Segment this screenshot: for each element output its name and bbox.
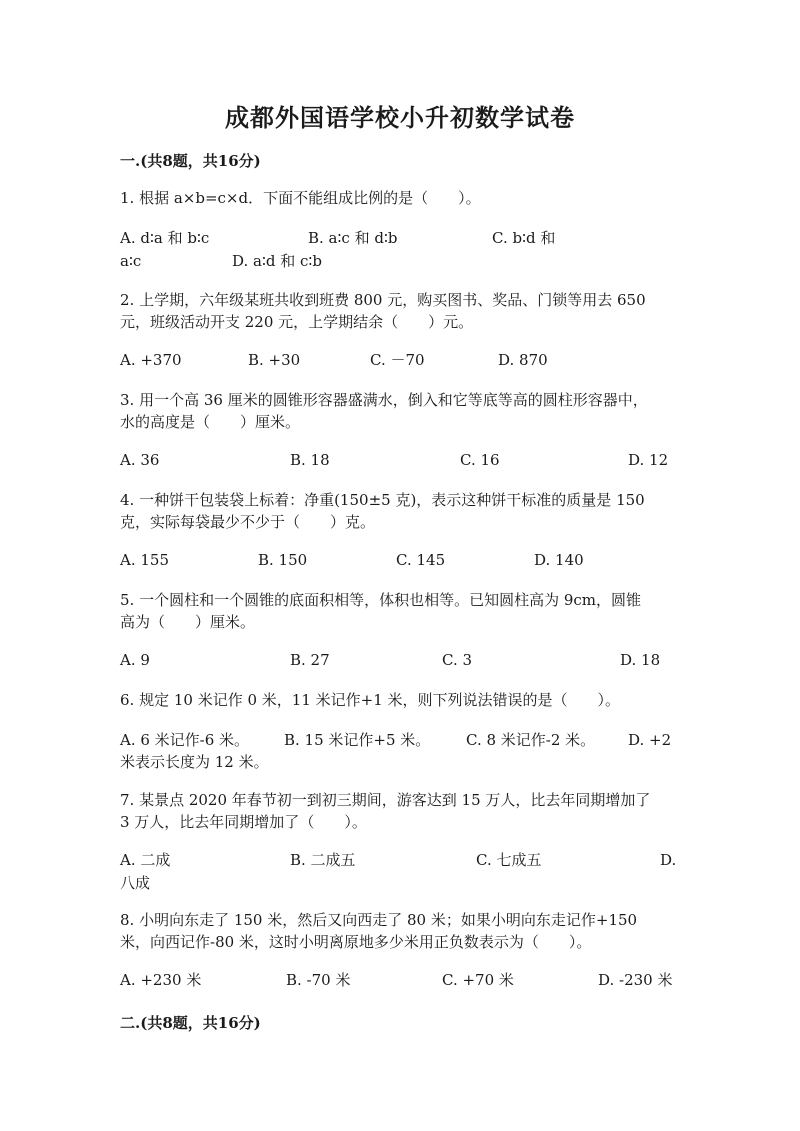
question-3-option-b: B. 18 [290, 451, 330, 469]
question-1-text: 1. 根据 a×b=c×d．下面不能组成比例的是（ ）。 [120, 189, 481, 207]
question-4-text-line2: 克，实际每袋最少不少于（ ）克。 [120, 513, 376, 531]
question-7-text-line2: 3 万人，比去年同期增加了（ ）。 [120, 813, 367, 831]
question-8-option-c: C. +70 米 [442, 971, 514, 989]
question-8-option-d: D. -230 米 [598, 971, 673, 989]
question-4-option-c: C. 145 [396, 551, 446, 569]
question-4-option-a: A. 155 [120, 551, 169, 569]
question-7-option-d: D. [660, 851, 677, 869]
question-7-option-b: B. 二成五 [290, 851, 356, 869]
question-3-text-line1: 3. 用一个高 36 厘米的圆锥形容器盛满水，倒入和它等底等高的圆柱形容器中， [120, 391, 648, 409]
question-1-option-c: C. b∶d 和 [492, 229, 556, 247]
question-7-option-c: C. 七成五 [476, 851, 542, 869]
question-6-option-c: C. 8 米记作-2 米。 [466, 731, 596, 749]
question-8-text-line2: 米，向西记作-80 米，这时小明离原地多少米用正负数表示为（ ）。 [120, 933, 592, 951]
question-5-text-line1: 5. 一个圆柱和一个圆锥的底面积相等，体积也相等。已知圆柱高为 9cm，圆锥 [120, 591, 642, 609]
question-1-option-b: B. a∶c 和 d∶b [308, 229, 398, 247]
page-title: 成都外国语学校小升初数学试卷 [225, 103, 575, 132]
question-7-option-d-cont: 八成 [120, 874, 151, 892]
question-7-option-a: A. 二成 [120, 851, 171, 869]
question-5-option-b: B. 27 [290, 651, 330, 669]
question-5-text-line2: 高为（ ）厘米。 [120, 613, 256, 631]
question-6-text: 6. 规定 10 米记作 0 米，11 米记作+1 米，则下列说法错误的是（ ）。 [120, 691, 621, 709]
question-6-option-d-cont: 米表示长度为 12 米。 [120, 753, 269, 771]
question-1-option-d: D. a∶d 和 c∶b [232, 252, 322, 270]
question-2-option-c: C. －70 [370, 351, 425, 369]
question-2-text-line2: 元，班级活动开支 220 元，上学期结余（ ）元。 [120, 313, 474, 331]
question-4-option-d: D. 140 [534, 551, 584, 569]
question-3-option-a: A. 36 [120, 451, 160, 469]
question-2-option-a: A. +370 [120, 351, 182, 369]
question-8-option-b: B. -70 米 [286, 971, 351, 989]
question-4-text-line1: 4. 一种饼干包装袋上标着：净重(150±5 克)，表示这种饼干标准的质量是 150 [120, 491, 645, 509]
question-6-option-b: B. 15 米记作+5 米。 [284, 731, 431, 749]
question-8-option-a: A. +230 米 [120, 971, 202, 989]
question-1-option-a: A. d∶a 和 b∶c [120, 229, 210, 247]
question-2-option-d: D. 870 [498, 351, 548, 369]
question-2-option-b: B. +30 [248, 351, 301, 369]
question-3-option-c: C. 16 [460, 451, 500, 469]
question-1-option-c-cont: a∶c [120, 252, 142, 270]
section-heading-2: 二.(共8题，共16分) [120, 1014, 261, 1032]
question-6-option-d: D. +2 [628, 731, 672, 749]
question-2-text-line1: 2. 上学期，六年级某班共收到班费 800 元，购买图书、奖品、门锁等用去 650 [120, 291, 646, 309]
question-4-option-b: B. 150 [258, 551, 308, 569]
question-3-option-d: D. 12 [628, 451, 669, 469]
section-heading-1: 一.(共8题，共16分) [120, 152, 261, 170]
question-3-text-line2: 水的高度是（ ）厘米。 [120, 413, 301, 431]
question-7-text-line1: 7. 某景点 2020 年春节初一到初三期间，游客达到 15 万人，比去年同期增加了 [120, 791, 651, 809]
question-5-option-c: C. 3 [442, 651, 473, 669]
question-5-option-a: A. 9 [120, 651, 150, 669]
question-8-text-line1: 8. 小明向东走了 150 米，然后又向西走了 80 米；如果小明向东走记作+150 [120, 911, 638, 929]
question-6-option-a: A. 6 米记作-6 米。 [120, 731, 250, 749]
question-5-option-d: D. 18 [620, 651, 661, 669]
